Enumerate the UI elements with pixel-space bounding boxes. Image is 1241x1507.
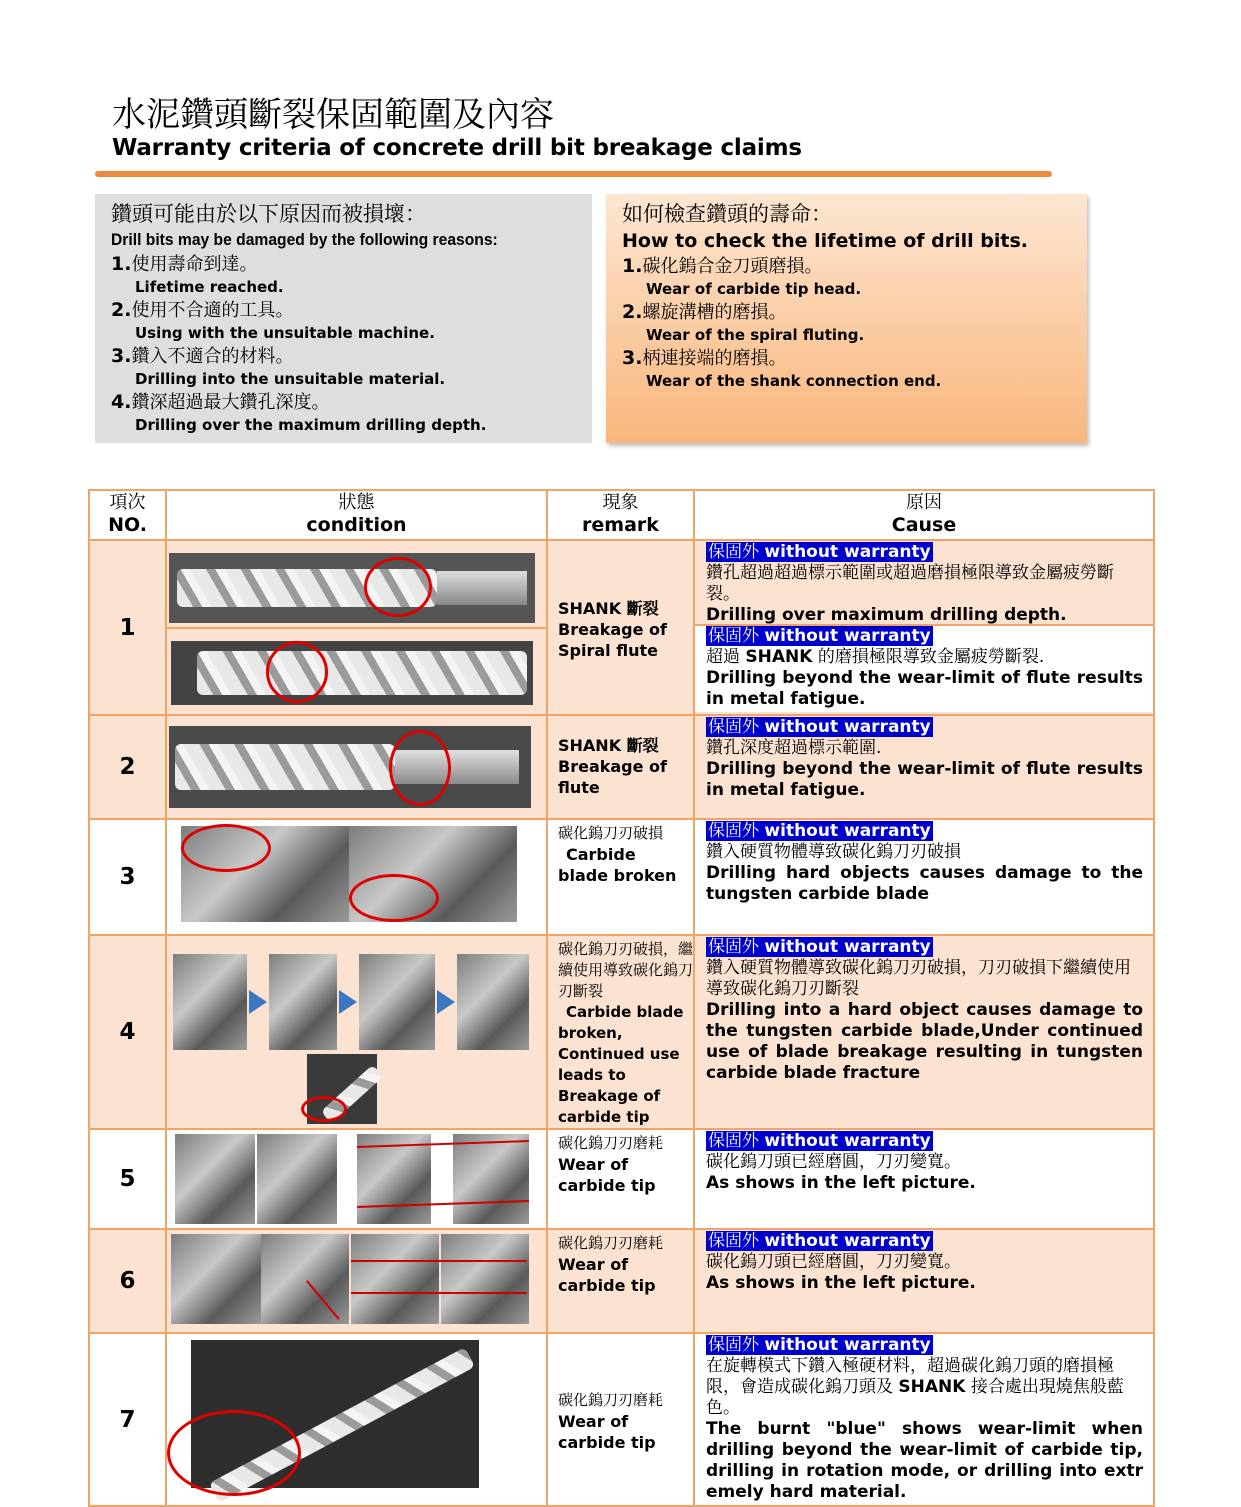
title-divider xyxy=(95,171,1052,177)
no-warranty-en: without warranty xyxy=(764,821,931,841)
drill-photo xyxy=(175,744,395,790)
no-warranty-badge xyxy=(706,1231,933,1251)
title-english: Warranty criteria of concrete drill bit breakage claims xyxy=(112,135,802,161)
lifetime-cn: 碳化鎢合金刀頭磨損。 xyxy=(642,256,823,277)
condition-images xyxy=(166,1333,547,1506)
measurement-line xyxy=(351,1260,527,1262)
row-number: 3 xyxy=(89,819,166,935)
no-warranty-cn: 保固外 xyxy=(708,1335,759,1355)
row-number: 2 xyxy=(89,715,166,819)
cause-cell xyxy=(694,540,1154,715)
remark-line: broken, xyxy=(558,1024,623,1042)
lifetime-heading-cn: 如何檢查鑽頭的壽命： xyxy=(622,202,832,226)
row-number: 6 xyxy=(89,1229,166,1333)
no-warranty-en: without warranty xyxy=(764,717,931,737)
no-warranty-cn: 保固外 xyxy=(708,1231,759,1251)
remark-line: Spiral flute xyxy=(558,640,658,660)
header-no xyxy=(89,490,166,540)
remark-line: Continued use xyxy=(558,1045,680,1063)
lifetime-en: Wear of carbide tip head. xyxy=(646,280,862,298)
cause-cn-bold: SHANK xyxy=(745,647,813,667)
remark-line: blade broken xyxy=(558,866,677,885)
drill-photo xyxy=(197,651,527,695)
table-row xyxy=(89,935,1154,1129)
condition-images xyxy=(166,935,547,1129)
reason-cn: 鑽深超過最大鑽孔深度。 xyxy=(131,392,330,413)
no-warranty-badge xyxy=(706,1335,933,1355)
cause-en: The burnt "blue" shows wear-limit when drilling beyond the wear-limit of carbide tip, drilling in rotation mode, or drilling into extr emely hard material. xyxy=(706,1419,1143,1502)
remark-line: flute xyxy=(558,778,600,797)
remark-line: carbide tip xyxy=(558,1432,656,1452)
reason-cn: 使用壽命到達。 xyxy=(131,254,258,275)
no-warranty-cn: 保固外 xyxy=(708,717,759,737)
remark-cell xyxy=(547,715,694,819)
cause-en: Drilling hard objects causes damage to the tungsten carbide blade xyxy=(706,863,1143,904)
reason-en: Drilling over the maximum drilling depth. xyxy=(135,416,487,434)
cause-en: Drilling beyond the wear-limit of flute results in metal fatigue. xyxy=(706,668,1143,709)
table-header-row xyxy=(89,490,1154,540)
cause-cell xyxy=(694,1333,1154,1506)
title-chinese: 水泥鑽頭斷裂保固範圍及內容 xyxy=(112,95,554,135)
table-row xyxy=(89,1333,1154,1506)
reason-en: Lifetime reached. xyxy=(135,278,284,296)
lifetime-heading-en: How to check the lifetime of drill bits. xyxy=(622,230,1029,252)
arrow-right-icon xyxy=(339,990,357,1014)
arrow-right-icon xyxy=(249,990,267,1014)
lifetime-en: Wear of the spiral fluting. xyxy=(646,326,865,344)
reasons-heading-en: Drill bits may be damaged by the following reasons: xyxy=(111,230,498,249)
table-row xyxy=(89,1129,1154,1229)
lifetime-en: Wear of the shank connection end. xyxy=(646,372,942,390)
drill-photo xyxy=(359,954,435,1050)
no-warranty-badge xyxy=(706,1131,933,1151)
remark-line: carbide tip xyxy=(558,1176,656,1195)
table-row xyxy=(89,540,1154,715)
drill-photo xyxy=(261,1234,349,1324)
reason-number: 2. xyxy=(111,299,132,321)
remark-line: Breakage of xyxy=(558,1087,661,1105)
lifetime-number: 3. xyxy=(622,347,643,369)
condition-images xyxy=(166,1229,547,1333)
highlight-circle xyxy=(389,730,451,806)
remark-line: Carbide xyxy=(566,845,636,864)
reasons-heading-cn: 鑽頭可能由於以下原因而被損壞： xyxy=(111,202,426,226)
highlight-circle xyxy=(266,641,328,703)
cause-cn: 超過 xyxy=(706,647,746,667)
remark-cell xyxy=(547,540,694,715)
lifetime-item xyxy=(622,347,1071,392)
remark-line: leads to xyxy=(558,1066,626,1084)
drill-photo xyxy=(437,571,527,605)
remark-line-cn: 碳化鎢刀刃破損 xyxy=(558,824,664,842)
remark-cell xyxy=(547,1129,694,1229)
condition-images xyxy=(166,715,547,819)
reason-number: 3. xyxy=(111,345,132,367)
remark-line: carbide tip xyxy=(558,1276,656,1295)
cause-cn: 鑽入硬質物體導致碳化鎢刀刃破損 xyxy=(706,842,961,862)
reason-number: 1. xyxy=(111,253,132,275)
cause-cell xyxy=(694,935,1154,1129)
remark-line: SHANK 斷裂 xyxy=(558,736,659,755)
header-no-cn: 項次 xyxy=(109,492,146,513)
drill-photo xyxy=(457,954,529,1050)
drill-photo xyxy=(453,1134,529,1224)
no-warranty-cn: 保固外 xyxy=(708,821,759,841)
header-remark-cn: 現象 xyxy=(602,492,639,513)
arrow-right-icon xyxy=(437,990,455,1014)
no-warranty-en: without warranty xyxy=(764,1335,931,1355)
cause-cn: 碳化鎢刀頭已經磨圓，刀刃變寬。 xyxy=(706,1252,961,1272)
highlight-circle xyxy=(181,824,271,872)
drill-photo xyxy=(269,954,337,1050)
row-number: 5 xyxy=(89,1129,166,1229)
image-divider xyxy=(167,627,546,629)
no-warranty-en: without warranty xyxy=(764,626,931,646)
drill-photo xyxy=(257,1134,337,1224)
no-warranty-cn: 保固外 xyxy=(708,626,759,646)
no-warranty-badge xyxy=(706,626,933,646)
lifetime-cn: 柄連接端的磨損。 xyxy=(642,348,787,369)
lifetime-number: 1. xyxy=(622,255,643,277)
highlight-circle xyxy=(364,557,432,617)
cause-cn: 的磨損極限導致金屬疲勞斷裂. xyxy=(812,647,1045,667)
remark-line-cn: 碳化鎢刀刃磨耗 xyxy=(558,1234,664,1252)
cause-cn: 鑽孔深度超過標示範圍. xyxy=(706,738,882,758)
cause-en: Drilling over maximum drilling depth. xyxy=(706,605,1067,625)
drill-photo xyxy=(173,954,247,1050)
no-warranty-cn: 保固外 xyxy=(708,937,759,957)
condition-images xyxy=(166,540,547,715)
row-number: 1 xyxy=(89,540,166,715)
no-warranty-cn: 保固外 xyxy=(708,1131,759,1151)
drill-photo xyxy=(441,1234,529,1324)
header-no-en: NO. xyxy=(108,514,147,536)
reason-cn: 使用不合適的工具。 xyxy=(131,300,294,321)
lifetime-cn: 螺旋溝槽的磨損。 xyxy=(642,302,787,323)
cause-en: As shows in the left picture. xyxy=(706,1173,976,1193)
no-warranty-en: without warranty xyxy=(764,1131,931,1151)
reason-en: Drilling into the unsuitable material. xyxy=(135,370,446,388)
condition-images xyxy=(166,1129,547,1229)
no-warranty-en: without warranty xyxy=(764,1231,931,1251)
remark-line: Breakage of xyxy=(558,619,667,639)
drill-photo xyxy=(351,1234,439,1324)
cause-cell xyxy=(694,1229,1154,1333)
reason-item xyxy=(111,345,576,390)
table-row xyxy=(89,819,1154,935)
reason-item xyxy=(111,391,576,436)
reason-en: Using with the unsuitable machine. xyxy=(135,324,435,342)
no-warranty-badge xyxy=(706,937,933,957)
cause-cn: 在旋轉模式下鑽入極硬材料，超過碳化鎢刀頭的磨損極限，會造成碳化鎢刀頭及 xyxy=(706,1356,1114,1397)
cause-cn: 接合處出現燒焦般藍色。 xyxy=(706,1377,1124,1418)
no-warranty-badge xyxy=(706,717,933,737)
header-cause-cn: 原因 xyxy=(906,492,942,513)
cause-sub-cell xyxy=(695,624,1153,712)
header-condition-en: condition xyxy=(306,514,407,536)
damage-reasons-box xyxy=(95,194,592,443)
cause-cn: 鑽孔超過超過標示範圍或超過磨損極限導致金屬疲勞斷裂。 xyxy=(706,563,1114,604)
highlight-circle xyxy=(349,874,439,922)
remark-cell xyxy=(547,935,694,1129)
remark-line: Carbide blade xyxy=(566,1003,684,1021)
row-number: 7 xyxy=(89,1333,166,1506)
no-warranty-badge xyxy=(706,821,933,841)
no-warranty-en: without warranty xyxy=(764,937,931,957)
cause-cn: 碳化鎢刀頭已經磨圓，刀刃變寬。 xyxy=(706,1152,961,1172)
lifetime-item xyxy=(622,255,1071,300)
highlight-circle xyxy=(167,1410,301,1496)
header-remark-en: remark xyxy=(582,514,659,536)
header-cause xyxy=(694,490,1154,540)
header-cause-en: Cause xyxy=(891,514,957,536)
remark-cell xyxy=(547,1229,694,1333)
remark-line-cn: 碳化鎢刀刃磨耗 xyxy=(558,1134,664,1152)
table-row xyxy=(89,715,1154,819)
drill-photo xyxy=(171,1234,261,1324)
cause-cell xyxy=(694,819,1154,935)
remark-line: Wear of xyxy=(558,1255,629,1274)
condition-images xyxy=(166,819,547,935)
cause-cell xyxy=(694,1129,1154,1229)
remark-line: Breakage of xyxy=(558,757,667,776)
remark-line-cn: 碳化鎢刀刃破損，繼續使用導致碳化鎢刀刃斷裂 xyxy=(558,940,694,1000)
remark-line: Wear of xyxy=(558,1411,629,1431)
cause-cn-bold: SHANK xyxy=(898,1377,966,1397)
lifetime-check-box xyxy=(606,194,1087,443)
table-row xyxy=(89,1229,1154,1333)
header-condition-cn: 狀態 xyxy=(338,492,375,513)
remark-line: Wear of xyxy=(558,1155,629,1174)
no-warranty-badge xyxy=(706,542,933,562)
remark-line: SHANK 斷裂 xyxy=(558,598,659,618)
remark-cell xyxy=(547,819,694,935)
remark-line-cn: 碳化鎢刀刃磨耗 xyxy=(558,1390,664,1409)
lifetime-number: 2. xyxy=(622,301,643,323)
remark-cell xyxy=(547,1333,694,1506)
cause-en: As shows in the left picture. xyxy=(706,1273,976,1293)
measurement-line xyxy=(351,1292,527,1294)
header-remark xyxy=(547,490,694,540)
no-warranty-cn: 保固外 xyxy=(708,542,759,562)
reason-item xyxy=(111,253,576,298)
lifetime-item xyxy=(622,301,1071,346)
drill-photo xyxy=(175,1134,255,1224)
cause-cn: 鑽入硬質物體導致碳化鎢刀刃破損，刀刃破損下繼續使用導致碳化鎢刀刃斷裂 xyxy=(706,958,1131,999)
reason-cn: 鑽入不適合的材料。 xyxy=(131,346,294,367)
warranty-table xyxy=(88,489,1155,1507)
cause-en: Drilling into a hard object causes damage to the tungsten carbide blade,Under continued use of blade breakage resulting in tungsten carbide blade fracture xyxy=(706,1000,1143,1083)
drill-photo xyxy=(357,1134,431,1224)
cause-en: Drilling beyond the wear-limit of flute results in metal fatigue. xyxy=(706,759,1143,800)
remark-line: carbide tip xyxy=(558,1108,650,1126)
highlight-circle xyxy=(301,1096,347,1122)
cause-cell xyxy=(694,715,1154,819)
no-warranty-en: without warranty xyxy=(764,542,931,562)
header-condition xyxy=(166,490,547,540)
row-number: 4 xyxy=(89,935,166,1129)
reason-item xyxy=(111,299,576,344)
reason-number: 4. xyxy=(111,391,132,413)
